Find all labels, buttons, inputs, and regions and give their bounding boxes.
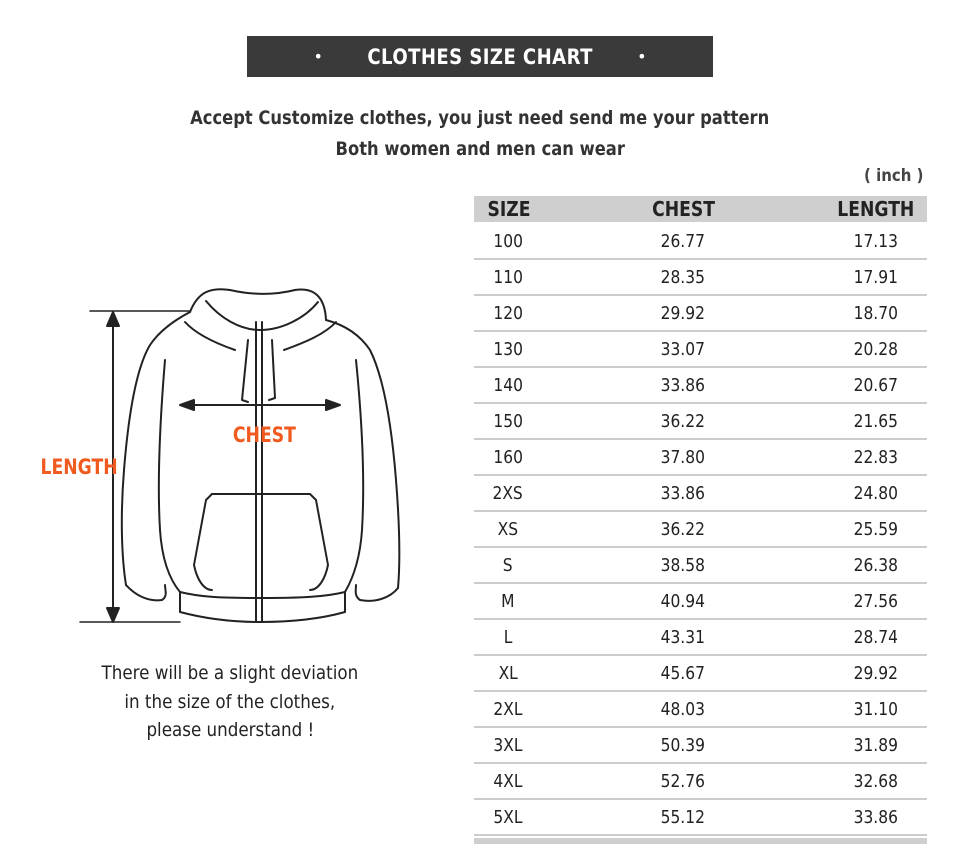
header-chest: CHEST [652, 197, 716, 221]
table-row [474, 692, 927, 728]
page-title: CLOTHES SIZE CHART [367, 44, 593, 69]
chest-cell: 28.35 [660, 266, 706, 288]
length-cell: 25.59 [853, 518, 898, 540]
chest-cell: 33.86 [660, 374, 706, 396]
length-cell: 31.10 [853, 698, 898, 720]
deviation-note-line-3: please understand ! [146, 719, 314, 741]
chest-cell: 38.58 [660, 554, 706, 576]
size-cell: 100 [493, 230, 523, 252]
table-row [474, 440, 927, 476]
length-cell: 27.56 [853, 590, 898, 612]
size-cell: 160 [493, 446, 523, 468]
length-cell: 17.91 [853, 266, 898, 288]
length-cell: 20.28 [853, 338, 898, 360]
length-cell: 18.70 [853, 302, 898, 324]
hoodie-outline [122, 289, 399, 622]
table-row [474, 404, 927, 440]
table-row [474, 476, 927, 512]
chest-cell: 26.77 [660, 230, 706, 252]
size-cell: 3XL [493, 734, 523, 756]
chest-cell: 55.12 [660, 806, 706, 828]
table-row [474, 512, 927, 548]
length-cell: 32.68 [853, 770, 898, 792]
chest-cell: 37.80 [660, 446, 706, 468]
size-cell: 2XS [492, 482, 524, 504]
bullet-right: • [637, 46, 647, 66]
chest-cell: 36.22 [660, 410, 706, 432]
chest-cell: 36.22 [660, 518, 706, 540]
length-cell: 22.83 [853, 446, 898, 468]
table-row [474, 296, 927, 332]
table-row [474, 260, 927, 296]
header-length: LENGTH [836, 197, 915, 221]
table-row [474, 620, 927, 656]
length-cell: 24.80 [853, 482, 898, 504]
chest-cell: 29.92 [660, 302, 706, 324]
size-cell: XL [498, 662, 518, 684]
length-cell: 26.38 [853, 554, 898, 576]
size-cell: XS [497, 518, 519, 540]
length-cell: 33.86 [853, 806, 898, 828]
length-cell: 28.74 [853, 626, 898, 648]
table-row [474, 728, 927, 764]
size-cell: 120 [493, 302, 523, 324]
deviation-note-line-1: There will be a slight deviation [101, 662, 359, 684]
size-cell: L [503, 626, 513, 648]
length-cell: 31.89 [853, 734, 898, 756]
chest-cell: 45.67 [660, 662, 706, 684]
table-row [474, 800, 927, 836]
subtitle-line-2: Both women and men can wear [335, 138, 625, 160]
chest-cell: 50.39 [660, 734, 706, 756]
header-size: SIZE [487, 197, 531, 221]
chest-cell: 40.94 [660, 590, 706, 612]
chest-cell: 48.03 [660, 698, 706, 720]
title-banner [247, 36, 713, 77]
table-row [474, 656, 927, 692]
size-cell: 140 [493, 374, 523, 396]
table-header [474, 196, 927, 222]
size-cell: 2XL [493, 698, 523, 720]
chest-label: CHEST [232, 423, 296, 447]
size-cell: 5XL [493, 806, 523, 828]
length-label: LENGTH [40, 455, 118, 479]
length-cell: 17.13 [853, 230, 898, 252]
table-row [474, 584, 927, 620]
table-row [474, 332, 927, 368]
size-cell: 110 [493, 266, 523, 288]
unit-label: ( inch ) [863, 166, 923, 186]
chest-cell: 52.76 [660, 770, 706, 792]
deviation-note-line-2: in the size of the clothes, [124, 691, 336, 713]
size-cell: 130 [493, 338, 523, 360]
size-cell: M [501, 590, 515, 612]
table-body [474, 222, 927, 836]
chest-cell: 33.07 [660, 338, 706, 360]
length-cell: 20.67 [853, 374, 898, 396]
chest-measure-arrow [180, 400, 340, 410]
subtitle-line-1: Accept Customize clothes, you just need send me your pattern [190, 107, 770, 129]
size-table [474, 196, 927, 844]
bullet-left: • [313, 46, 323, 66]
size-cell: 150 [493, 410, 523, 432]
table-row [474, 764, 927, 800]
size-cell: 4XL [493, 770, 523, 792]
chest-cell: 43.31 [660, 626, 706, 648]
length-cell: 21.65 [853, 410, 898, 432]
table-row [474, 368, 927, 404]
size-cell: S [503, 554, 513, 576]
chest-cell: 33.86 [660, 482, 706, 504]
table-row [474, 548, 927, 584]
length-cell: 29.92 [853, 662, 898, 684]
table-row [474, 224, 927, 260]
table-footer-bar [474, 838, 927, 844]
